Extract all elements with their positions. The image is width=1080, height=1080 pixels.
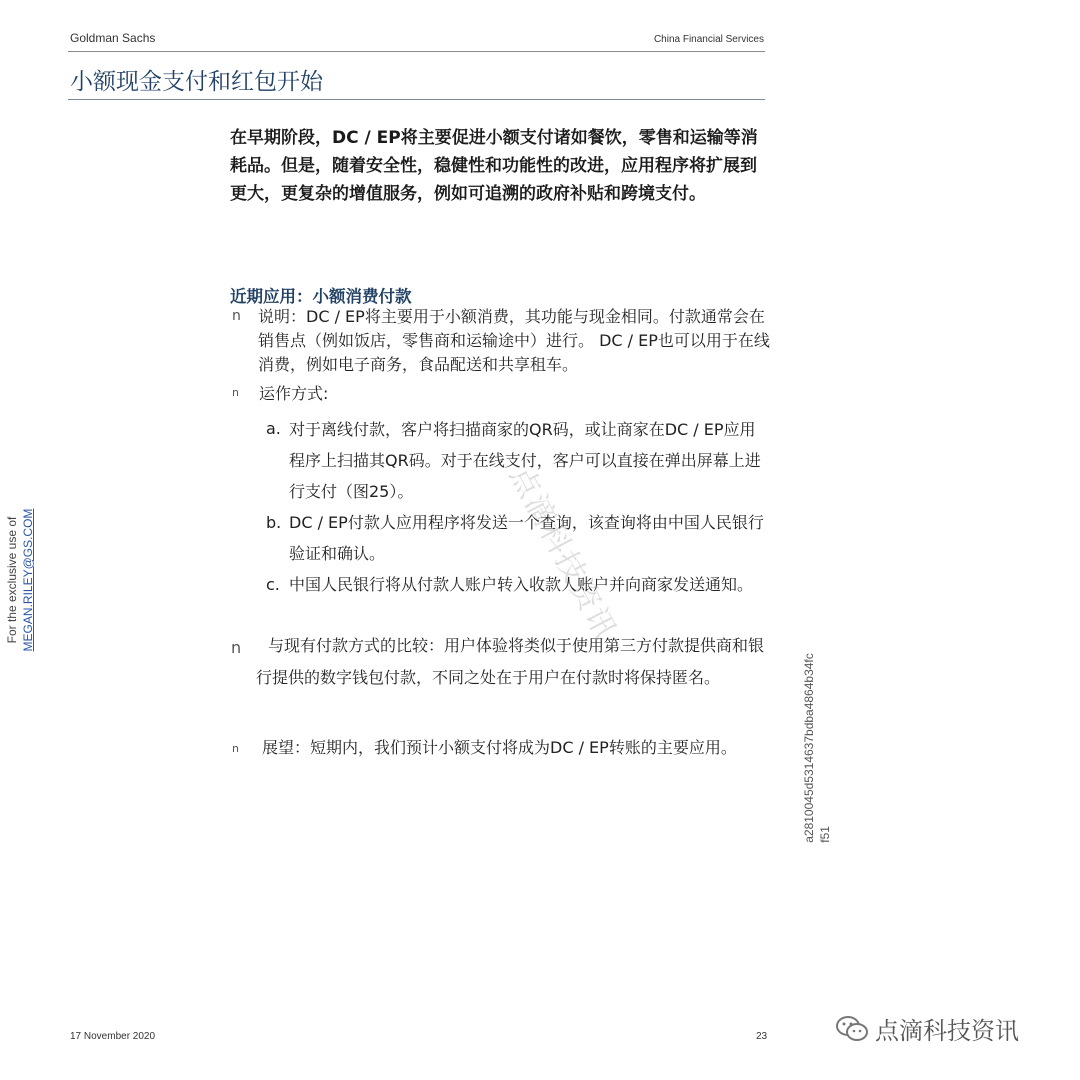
sub-item-text: 中国人民银行将从付款人账户转入收款人账户并向商家发送通知。 (289, 575, 754, 594)
page-number: 23 (756, 1031, 768, 1042)
bullet-marker-icon: n (232, 742, 239, 755)
bullet-description: 说明：DC / EP将主要用于小额消费，其功能与现金相同。付款通常会在销售点（例如饭店，零售商和运输途中）进行。 DC / EP也可以用于在线消费，例如电子商务，食品配送和共享租车。 (258, 307, 770, 374)
section-title: 近期应用：小额消费付款 (230, 287, 412, 306)
exclusive-use-label: For the exclusive use of (5, 516, 19, 644)
brand-name: Goldman Sachs (70, 31, 156, 45)
bullet-marker-icon: n (232, 386, 239, 399)
watermark-text: 点滴科技资讯 (502, 460, 624, 647)
bullet-marker-icon: n (231, 638, 242, 657)
sub-item-label: a. (266, 419, 281, 438)
section-name: China Financial Services (653, 34, 764, 45)
bullet-how-it-works: 运作方式: (259, 384, 329, 403)
hash-line: f51 (818, 826, 832, 843)
title-divider (68, 99, 765, 100)
page-title: 小额现金支付和红包开始 (70, 69, 323, 95)
wechat-account-name: 点滴科技资讯 (875, 1017, 1019, 1045)
wechat-icon (835, 1014, 869, 1044)
recipient-email-link[interactable]: MEGAN.RILEY@GS.COM (21, 508, 35, 652)
document-hash (801, 653, 833, 843)
hash-line: a2810045d5314637bdba4864b34fc (802, 653, 816, 843)
sub-item-label: c. (266, 575, 280, 594)
sub-item-label: b. (266, 513, 282, 532)
bullet-outlook: 展望：短期内，我们预计小额支付将成为DC / EP转账的主要应用。 (262, 738, 737, 757)
sub-item-text: 对于离线付款，客户将扫描商家的QR码，或让商家在DC / EP应用程序上扫描其QR码。对于在线支付，客户可以直接在弹出屏幕上进行支付（图25）。 (289, 420, 761, 501)
bullet-comparison: 与现有付款方式的比较：用户体验将类似于使用第三方付款提供商和银行提供的数字钱包付款，不同之处在于用户在付款时将保持匿名。 (256, 636, 765, 687)
intro-paragraph: 在早期阶段，DC / EP将主要促进小额支付诸如餐饮，零售和运输等消耗品。但是，随着安全性，稳健性和功能性的改进，应用程序将扩展到更大，更复杂的增值服务，例如可追溯的政府补贴和跨境支付。 (230, 128, 758, 204)
wechat-account-badge (835, 1011, 1019, 1046)
bullet-marker-icon: n (232, 308, 241, 324)
footer-date: 17 November 2020 (70, 1031, 156, 1042)
header-divider (68, 51, 765, 52)
sub-item-text: DC / EP付款人应用程序将发送一个查询，该查询将由中国人民银行验证和确认。 (289, 513, 764, 563)
exclusive-use-note (4, 509, 36, 652)
